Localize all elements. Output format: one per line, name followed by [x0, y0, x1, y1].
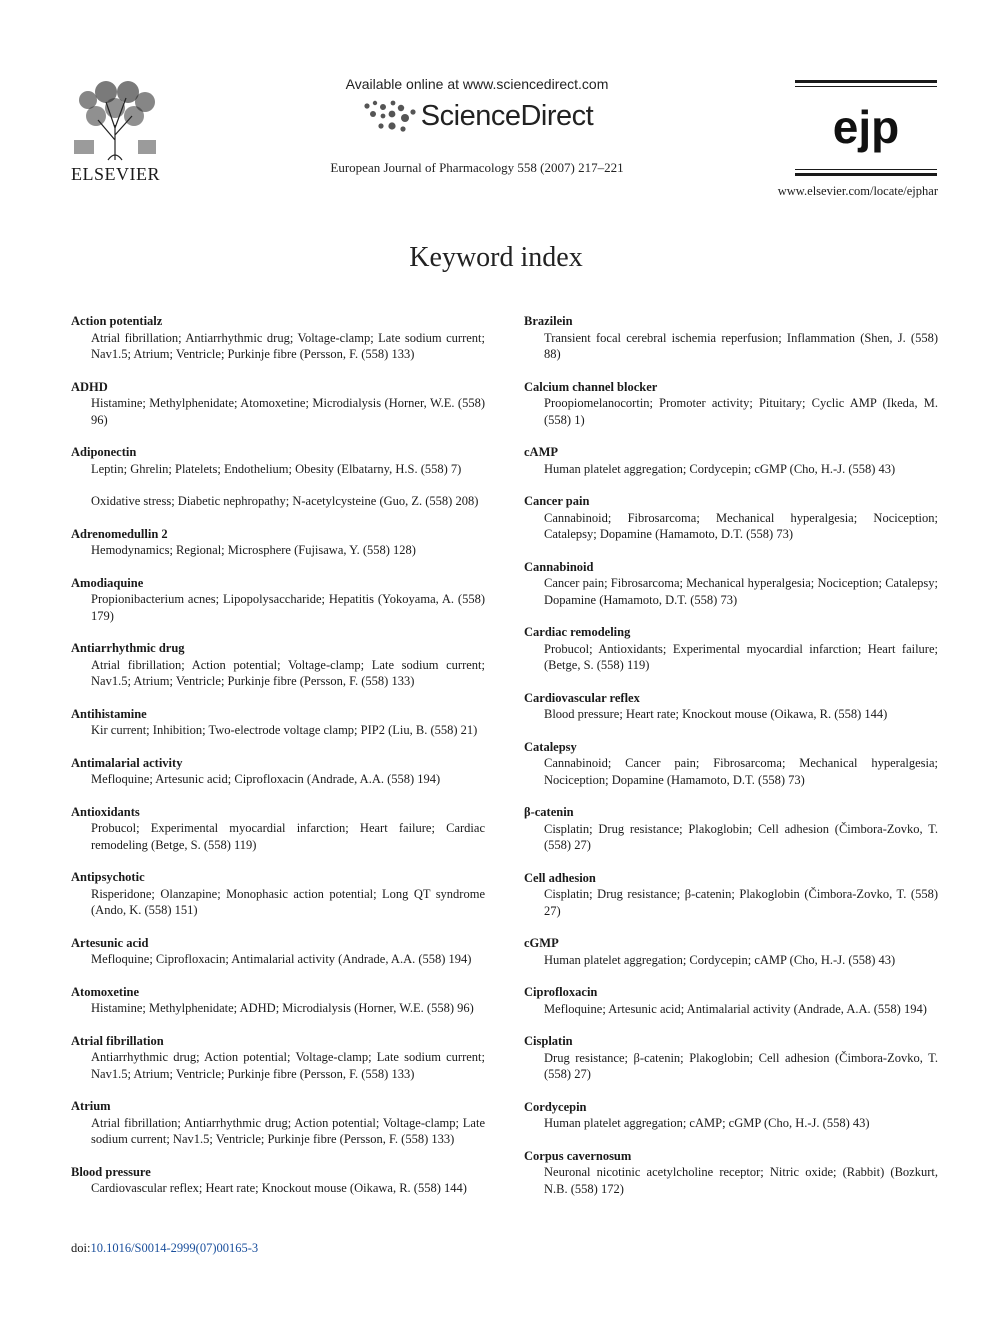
keyword-column-right: [524, 313, 938, 1213]
keyword-reference: Risperidone; Olanzapine; Monophasic action potential; Long QT syndrome (Ando, K. (558) 151): [91, 886, 485, 917]
keyword-heading: Cannabinoid: [524, 559, 594, 574]
keyword-entry: [71, 935, 485, 968]
keyword-entry: [524, 559, 938, 609]
keyword-reference: Cardiovascular reflex; Heart rate; Knockout mouse (Oikawa, R. (558) 144): [91, 1181, 467, 1195]
publisher-logo: [68, 80, 163, 185]
keyword-entry: [524, 935, 938, 968]
keyword-heading: Corpus cavernosum: [524, 1148, 632, 1163]
keyword-entry: [524, 624, 938, 674]
keyword-heading: cAMP: [524, 445, 559, 459]
journal-logo: [795, 80, 937, 179]
keyword-entry: [524, 870, 938, 920]
keyword-reference: Antiarrhythmic drug; Action potential; Voltage-clamp; Late sodium current; Nav1.5; Atrium; Ventricle; Purkinje fibre (Persson, F. (558) 133): [91, 1050, 485, 1081]
keyword-reference: Human platelet aggregation; Cordycepin; cAMP (Cho, H.-J. (558) 43): [544, 952, 896, 967]
sciencedirect-logo[interactable]: [318, 96, 636, 136]
keyword-entry: [524, 739, 938, 789]
keyword-heading: Calcium channel blocker: [524, 379, 658, 394]
keyword-reference: Atrial fibrillation; Antiarrhythmic drug; Voltage-clamp; Late sodium current; Nav1.5; Atrium; Ventricle; Purkinje fibre (Persson, F. (558) 133): [91, 330, 485, 361]
keyword-entry: [524, 1148, 938, 1198]
keyword-heading: Blood pressure: [71, 1164, 151, 1179]
sciencedirect-dots-icon: [361, 98, 419, 134]
keyword-entry: [524, 444, 938, 477]
doi-footer: [71, 1241, 258, 1256]
keyword-heading: Ciprofloxacin: [524, 985, 598, 999]
keyword-entry: [71, 444, 485, 510]
keyword-reference: Cannabinoid; Cancer pain; Fibrosarcoma; Mechanical hyperalgesia; Nociception; Dopamine (Hamamoto, D.T. (558) 73): [544, 756, 938, 787]
keyword-reference: Leptin; Ghrelin; Platelets; Endothelium; Obesity (Elbatarny, H.S. (558) 7): [91, 461, 462, 476]
keyword-heading: Cell adhesion: [524, 870, 596, 885]
journal-url[interactable]: www.elsevier.com/locate/ejphar: [777, 184, 938, 198]
elsevier-tree-icon: [68, 80, 163, 162]
keyword-entry: [71, 755, 485, 788]
keyword-reference: Oxidative stress; Diabetic nephropathy; N-acetylcysteine (Guo, Z. (558) 208): [91, 494, 479, 508]
logo-rule-bottom-thin: [795, 169, 937, 170]
keyword-reference: Transient focal cerebral ischemia reperfusion; Inflammation (Shen, J. (558) 88): [544, 330, 938, 361]
publisher-name: ELSEVIER: [71, 164, 160, 184]
keyword-heading: Cardiac remodeling: [524, 625, 631, 639]
keyword-reference: Histamine; Methylphenidate; ADHD; Microdialysis (Horner, W.E. (558) 96): [91, 1001, 474, 1015]
keyword-reference: Mefloquine; Artesunic acid; Antimalarial activity (Andrade, A.A. (558) 194): [544, 1001, 927, 1016]
keyword-heading: Catalepsy: [524, 739, 577, 754]
keyword-heading: Cancer pain: [524, 494, 590, 508]
keyword-entry: [524, 1099, 938, 1132]
keyword-entry: [524, 690, 938, 723]
keyword-reference: Atrial fibrillation; Antiarrhythmic drug; Action potential; Voltage-clamp; Late sodium current; Nav1.5; Ventricle; Purkinje fibre (Persson, F. (558) 133): [91, 1115, 485, 1146]
keyword-entry: [524, 984, 938, 1017]
keyword-entry: [71, 526, 485, 559]
keyword-heading: Antioxidants: [71, 804, 140, 819]
sciencedirect-wordmark: ScienceDirect: [420, 99, 594, 132]
keyword-heading: Brazilein: [524, 314, 573, 328]
page-title: Keyword index: [409, 242, 583, 273]
keyword-heading: cGMP: [524, 936, 559, 950]
keyword-reference: Histamine; Methylphenidate; Atomoxetine; Microdialysis (Horner, W.E. (558) 96): [91, 396, 485, 427]
keyword-reference: Atrial fibrillation; Action potential; Voltage-clamp; Late sodium current; Nav1.5; Atrium; Ventricle; Purkinje fibre (Persson, F. (558) 133): [91, 657, 485, 688]
keyword-heading: Atrial fibrillation: [71, 1033, 164, 1048]
logo-rule-top: [795, 80, 937, 83]
keyword-reference: Kir current; Inhibition; Two-electrode voltage clamp; PIP2 (Liu, B. (558) 21): [91, 723, 478, 737]
keyword-entry: [71, 575, 485, 625]
keyword-entry: [71, 869, 485, 919]
keyword-entry: [71, 804, 485, 854]
doi-prefix: doi:: [71, 1241, 91, 1255]
ejp-logo-icon: [831, 93, 901, 163]
keyword-heading: Cardiovascular reflex: [524, 690, 640, 705]
keyword-entry: [71, 1098, 485, 1148]
logo-rule-bottom: [795, 173, 937, 176]
keyword-heading: ADHD: [71, 379, 108, 394]
keyword-entry: [71, 984, 485, 1017]
keyword-heading: Cisplatin: [524, 1034, 573, 1048]
keyword-reference: Human platelet aggregation; Cordycepin; cGMP (Cho, H.-J. (558) 43): [544, 461, 896, 476]
keyword-entry: [524, 1033, 938, 1083]
keyword-reference: Cancer pain; Fibrosarcoma; Mechanical hyperalgesia; Nociception; Catalepsy; Dopamine (Hamamoto, D.T. (558) 73): [544, 576, 938, 607]
keyword-heading: Adiponectin: [71, 445, 137, 459]
keyword-heading: β-catenin: [524, 805, 574, 819]
keyword-heading: Antimalarial activity: [71, 755, 183, 770]
keyword-reference: Blood pressure; Heart rate; Knockout mouse (Oikawa, R. (558) 144): [544, 707, 888, 721]
keyword-heading: Antipsychotic: [71, 870, 145, 884]
keyword-entry: [524, 493, 938, 543]
keyword-entry: [71, 313, 485, 363]
keyword-reference: Cisplatin; Drug resistance; β-catenin; Plakoglobin (Čimbora-Zovko, T. (558) 27): [544, 887, 938, 918]
keyword-entry: [71, 640, 485, 690]
available-online-text: Available online at www.sciencedirect.com: [345, 76, 609, 92]
keyword-entry: [524, 313, 938, 363]
keyword-entry: [71, 1033, 485, 1083]
keyword-heading: Action potentialz: [71, 314, 163, 328]
page-header: [0, 0, 992, 210]
keyword-heading: Antihistamine: [71, 706, 147, 721]
ejp-logo-mark: [795, 87, 937, 169]
keyword-reference: Cisplatin; Drug resistance; Plakoglobin; Cell adhesion (Čimbora-Zovko, T. (558) 27): [544, 821, 938, 852]
keyword-entry: [71, 379, 485, 429]
keyword-heading: Adrenomedullin 2: [71, 526, 168, 541]
ejp-logo-text: ejp: [832, 101, 900, 153]
keyword-reference: Cannabinoid; Fibrosarcoma; Mechanical hyperalgesia; Nociception; Catalepsy; Dopamine (Hamamoto, D.T. (558) 73): [544, 510, 938, 541]
keyword-reference: Probucol; Experimental myocardial infarction; Heart failure; Cardiac remodeling (Betge, S. (558) 119): [91, 821, 485, 852]
keyword-reference: Mefloquine; Artesunic acid; Ciprofloxacin (Andrade, A.A. (558) 194): [91, 772, 441, 786]
keyword-entry: [524, 379, 938, 429]
keyword-heading: Atomoxetine: [71, 984, 140, 999]
keyword-reference: Human platelet aggregation; cAMP; cGMP (Cho, H.-J. (558) 43): [544, 1116, 870, 1130]
keyword-reference: Propionibacterium acnes; Lipopolysaccharide; Hepatitis (Yokoyama, A. (558) 179): [91, 592, 485, 623]
keyword-reference: Probucol; Antioxidants; Experimental myocardial infarction; Heart failure; (Betge, S. (558) 119): [544, 641, 938, 672]
keyword-heading: Cordycepin: [524, 1099, 587, 1114]
keyword-column-left: [71, 313, 485, 1213]
sciencedirect-banner: [318, 76, 636, 176]
keyword-reference: Drug resistance; β-catenin; Plakoglobin; Cell adhesion (Čimbora-Zovko, T. (558) 27): [544, 1050, 938, 1081]
keyword-heading: Artesunic acid: [71, 935, 149, 950]
journal-citation: European Journal of Pharmacology 558 (2007) 217–221: [330, 160, 624, 175]
keyword-entry: [71, 1164, 485, 1197]
keyword-heading: Amodiaquine: [71, 575, 144, 590]
keyword-reference: Mefloquine; Ciprofloxacin; Antimalarial activity (Andrade, A.A. (558) 194): [91, 952, 472, 966]
keyword-reference: Hemodynamics; Regional; Microsphere (Fujisawa, Y. (558) 128): [91, 543, 416, 557]
doi-link[interactable]: 10.1016/S0014-2999(07)00165-3: [90, 1241, 259, 1255]
keyword-heading: Atrium: [71, 1099, 111, 1113]
keyword-entry: [71, 706, 485, 739]
keyword-heading: Antiarrhythmic drug: [71, 641, 185, 655]
keyword-reference: Neuronal nicotinic acetylcholine receptor; Nitric oxide; (Rabbit) (Bozkurt, N.B. (558) 172): [544, 1165, 938, 1196]
keyword-reference: Proopiomelanocortin; Promoter activity; Pituitary; Cyclic AMP (Ikeda, M. (558) 1): [544, 396, 938, 427]
keyword-entry: [524, 804, 938, 854]
